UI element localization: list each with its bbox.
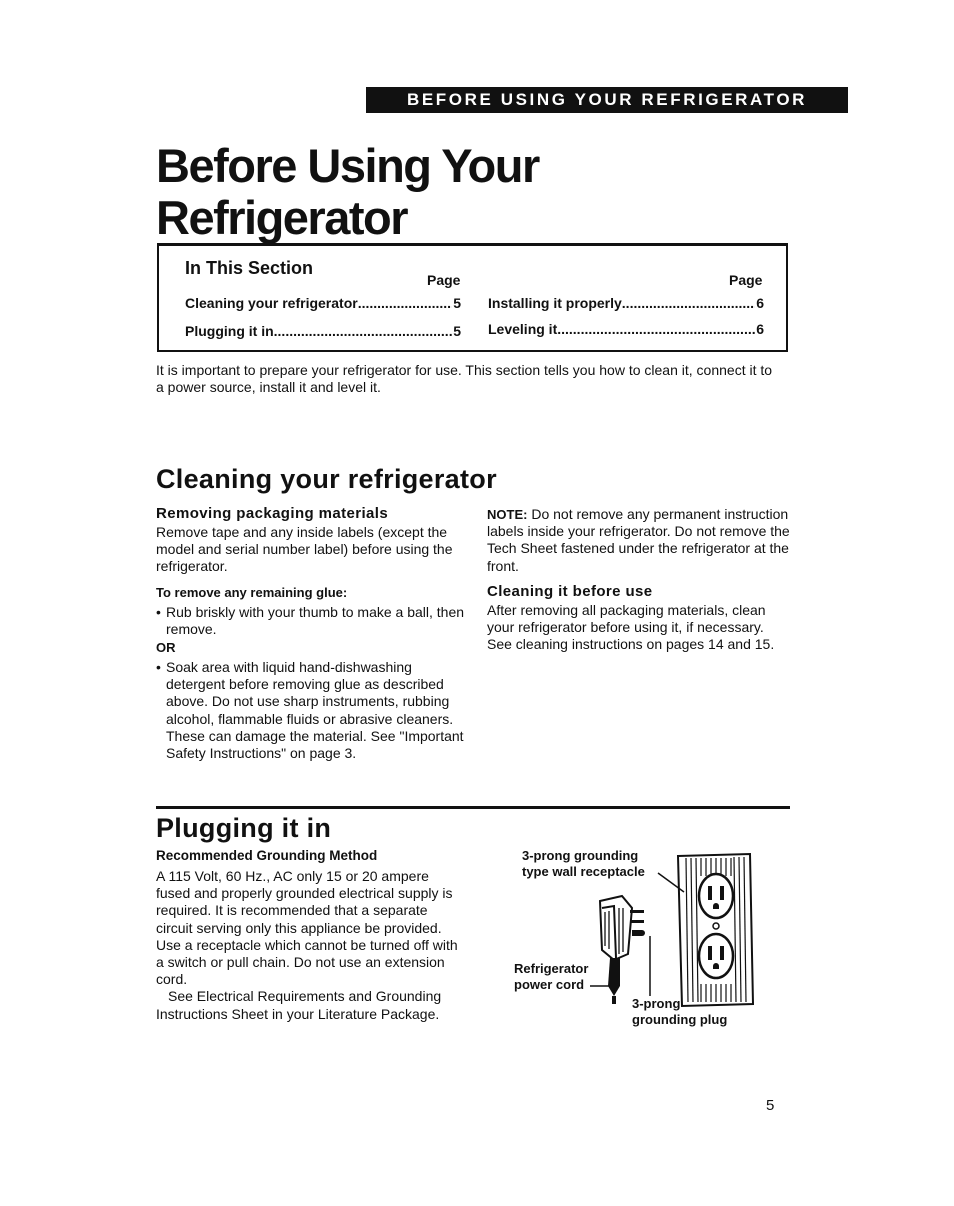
- wall-receptacle-icon: [678, 854, 753, 1006]
- toc-leader: [622, 295, 755, 311]
- plugging-section-title: Plugging it in: [156, 813, 332, 843]
- grounding-plug-icon: [600, 896, 645, 1004]
- note-paragraph: [487, 506, 792, 575]
- cleaning-section-title: Cleaning your refrigerator: [156, 464, 497, 494]
- toc-heading: In This Section: [185, 258, 314, 278]
- toc-entry-label: Leveling it: [488, 321, 558, 337]
- cleaning-before-use-heading: Cleaning it before use: [487, 582, 653, 600]
- page-title-line1: Before Using Your: [156, 139, 539, 192]
- bullet-dot: •: [156, 603, 161, 620]
- toc-entry-page: 5: [453, 323, 461, 339]
- glue-bullet-2: [156, 659, 466, 762]
- intro-paragraph: It is important to prepare your refrigerator for use. This section tells you how to clean it, connect it to a power source, install it and level it.: [156, 362, 773, 395]
- note-text: Do not remove any permanent instruction labels inside your refrigerator. Do not remove the Tech Sheet fastened under the refrigerator at the front.: [487, 506, 790, 574]
- page-title-line2: Refrigerator: [156, 191, 408, 244]
- remove-glue-heading: To remove any remaining glue:: [156, 584, 348, 600]
- grounding-paragraph-1: A 115 Volt, 60 Hz., AC only 15 or 20 ampere fused and properly grounded electrical supply is required. It is recommended that a separate circuit serving only this appliance be provided. Use a receptacle which cannot be turned off with a switch or pull chain. Do not use an extension cord.: [156, 868, 458, 988]
- receptacle-label-line2: type wall receptacle: [522, 864, 645, 879]
- bullet-dot: •: [156, 659, 161, 676]
- toc-entry-leveling[interactable]: [488, 321, 764, 337]
- toc-entry-page: 6: [756, 295, 764, 311]
- glue-bullet-1: [156, 604, 466, 638]
- toc-entry-cleaning[interactable]: [185, 295, 461, 311]
- grounding-plug-label-line1: 3-prong: [632, 996, 681, 1011]
- grounding-method-heading: Recommended Grounding Method: [156, 848, 378, 863]
- toc-leader: [274, 323, 453, 339]
- or-label: OR: [156, 640, 176, 656]
- cleaning-before-use-text: After removing all packaging materials, clean your refrigerator before using it, if necessary. See cleaning instructions on pages 14 and 15.: [487, 601, 775, 653]
- toc-leader: [557, 321, 755, 337]
- section-divider: [156, 806, 790, 809]
- removing-packaging-text: Remove tape and any inside labels (except the model and serial number label) before using the refrigerator.: [156, 524, 453, 575]
- cleaning-left-column: [156, 505, 466, 762]
- toc-entry-label: Installing it properly: [488, 295, 622, 311]
- glue-bullet-1-text: Rub briskly with your thumb to make a ball, then remove.: [166, 603, 465, 637]
- toc-entry-installing[interactable]: [488, 295, 764, 311]
- grounding-figure: [510, 846, 770, 1036]
- toc-entry-label: Plugging it in: [185, 323, 274, 339]
- cleaning-right-column: [487, 506, 792, 653]
- plugging-left-column: [156, 848, 466, 1023]
- page-title: [156, 140, 756, 244]
- power-cord-label-line1: Refrigerator: [514, 961, 589, 976]
- section-banner: BEFORE USING YOUR REFRIGERATOR: [366, 87, 848, 113]
- grounding-plug-label: [632, 996, 727, 1028]
- grounding-plug-label-line2: grounding plug: [632, 1012, 728, 1027]
- glue-bullet-2-text: Soak area with liquid hand-dishwashing detergent before removing glue as described above. Do not use sharp instruments, rubbing alcohol, flammable fluids or abrasive cleaners. These can damage the material. See "Important Safety Instructions" on page 3.: [166, 659, 464, 762]
- toc-entry-label: Cleaning your refrigerator: [185, 295, 358, 311]
- power-cord-label-line2: power cord: [514, 977, 585, 992]
- toc-leader: [358, 295, 453, 311]
- toc-entry-plugging[interactable]: [185, 323, 461, 339]
- receptacle-label-line1: 3-prong grounding: [522, 848, 639, 863]
- in-this-section-box: [157, 243, 788, 352]
- removing-packaging-heading: Removing packaging materials: [156, 505, 389, 522]
- power-cord-label: [514, 961, 588, 993]
- grounding-paragraph-2: See Electrical Requirements and Grounding Instructions Sheet in your Literature Package.: [156, 988, 442, 1022]
- toc-page-label-left: Page: [427, 272, 461, 288]
- note-label: NOTE:: [487, 507, 528, 522]
- toc-entry-page: 6: [756, 321, 764, 337]
- receptacle-label: [522, 848, 645, 880]
- page-number: 5: [766, 1097, 775, 1114]
- toc-entry-page: 5: [453, 295, 461, 311]
- toc-page-label-right: Page: [729, 272, 763, 288]
